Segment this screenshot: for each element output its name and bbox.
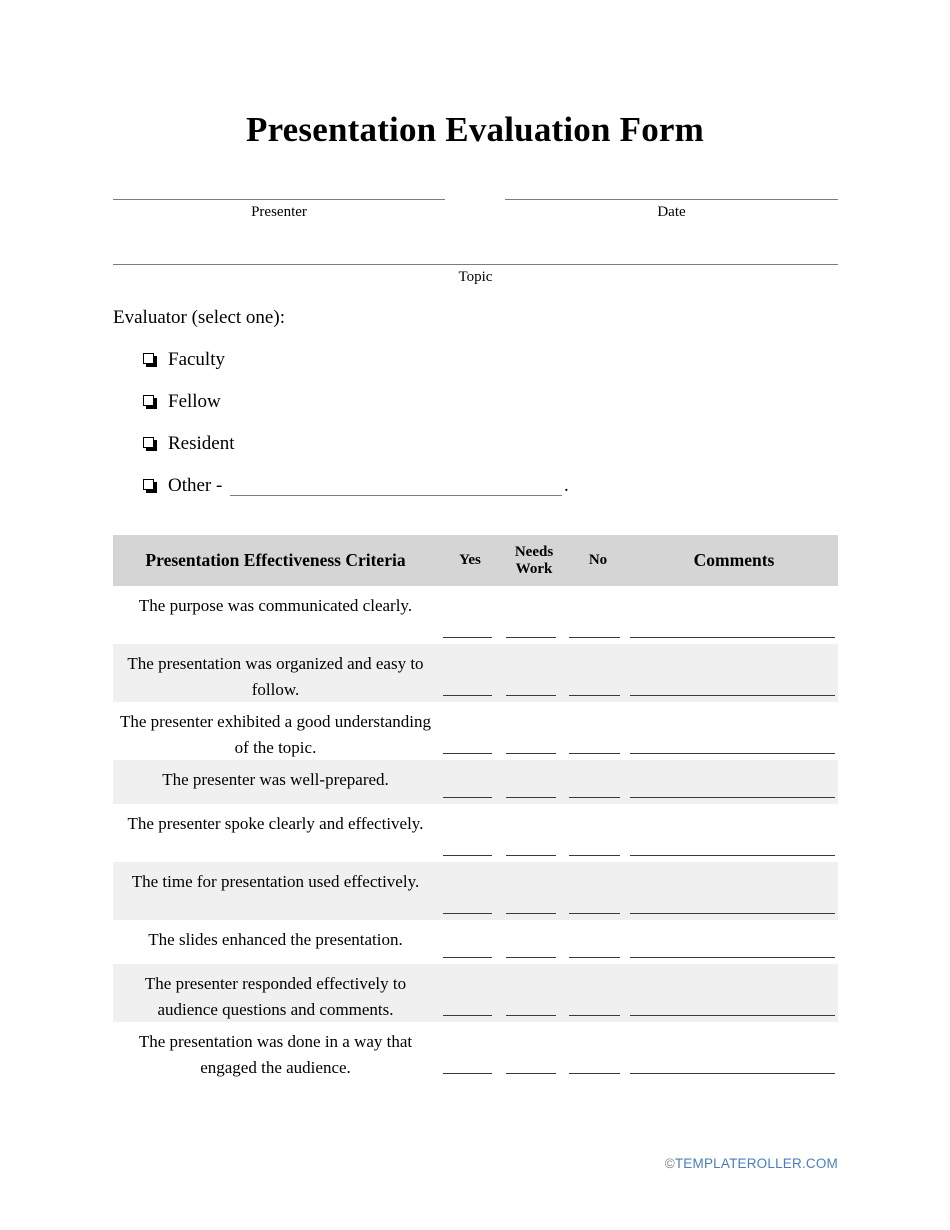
column-header-needs-work: Needs Work (514, 544, 554, 577)
yes-blank[interactable] (443, 913, 492, 914)
brand-link[interactable]: TEMPLATEROLLER.COM (674, 1156, 838, 1171)
checkbox-shadow-icon[interactable] (143, 353, 156, 366)
row-answer-blanks (438, 1072, 838, 1074)
no-blank[interactable] (569, 637, 620, 638)
yes-blank[interactable] (443, 797, 492, 798)
column-header-comments: Comments (693, 550, 775, 571)
page-title: Presentation Evaluation Form (246, 110, 704, 149)
comments-blank[interactable] (630, 753, 835, 754)
table-row (113, 586, 838, 644)
no-blank[interactable] (569, 957, 620, 958)
criterion-text: The slides enhanced the presentation. (148, 930, 403, 949)
comments-blank[interactable] (630, 957, 835, 958)
criterion-text: The presenter was well-prepared. (162, 770, 389, 789)
table-row (113, 1022, 838, 1080)
table-row (113, 964, 838, 1022)
criterion-text: The purpose was communicated clearly. (138, 596, 413, 615)
checkbox-shadow-icon[interactable] (143, 479, 156, 492)
no-blank[interactable] (569, 855, 620, 856)
comments-blank[interactable] (630, 913, 835, 914)
needs-work-blank[interactable] (506, 637, 556, 638)
presenter-input[interactable] (113, 199, 445, 200)
criterion-text: The presenter exhibited a good understanding of the topic. (119, 712, 432, 757)
yes-blank[interactable] (443, 957, 492, 958)
table-row (113, 702, 838, 760)
no-blank[interactable] (569, 695, 620, 696)
comments-blank[interactable] (630, 1073, 835, 1074)
row-answer-blanks (438, 854, 838, 856)
no-blank[interactable] (569, 913, 620, 914)
table-row (113, 760, 838, 804)
needs-work-blank[interactable] (506, 855, 556, 856)
topic-label: Topic (458, 269, 493, 285)
yes-blank[interactable] (443, 753, 492, 754)
footer-watermark (0, 1156, 950, 1171)
criterion-text: The presentation was organized and easy to follow. (127, 654, 424, 699)
no-blank[interactable] (569, 1073, 620, 1074)
criterion-text: The presenter spoke clearly and effectively. (127, 814, 424, 833)
evaluator-option-fellow[interactable] (143, 391, 221, 413)
row-answer-blanks (438, 1014, 838, 1016)
copyright-icon: © (664, 1156, 675, 1171)
comments-blank[interactable] (630, 797, 835, 798)
criterion-text: The presenter responded effectively to audience questions and comments. (144, 974, 407, 1019)
evaluator-other-input[interactable] (230, 495, 562, 496)
criterion-text: The time for presentation used effectively. (131, 872, 420, 891)
table-row (113, 804, 838, 862)
no-blank[interactable] (569, 1015, 620, 1016)
criteria-table (113, 535, 838, 1080)
evaluator-heading: Evaluator (select one): (113, 307, 285, 328)
row-answer-blanks (438, 796, 838, 798)
needs-work-blank[interactable] (506, 1015, 556, 1016)
evaluator-option-label: Other - (168, 475, 223, 496)
yes-blank[interactable] (443, 1015, 492, 1016)
evaluator-option-label: Faculty (168, 349, 225, 370)
column-header-no: No (588, 552, 608, 569)
needs-work-blank[interactable] (506, 753, 556, 754)
table-header-row (113, 535, 838, 586)
evaluator-option-resident[interactable] (143, 433, 235, 455)
no-blank[interactable] (569, 797, 620, 798)
criterion-text: The presentation was done in a way that engaged the audience. (138, 1032, 413, 1077)
evaluator-option-other[interactable] (143, 475, 222, 497)
needs-work-blank[interactable] (506, 913, 556, 914)
column-header-yes: Yes (459, 552, 481, 569)
needs-work-blank[interactable] (506, 957, 556, 958)
comments-blank[interactable] (630, 855, 835, 856)
needs-work-blank[interactable] (506, 1073, 556, 1074)
date-label: Date (657, 204, 686, 220)
comments-blank[interactable] (630, 695, 835, 696)
checkbox-shadow-icon[interactable] (143, 437, 156, 450)
presenter-label: Presenter (251, 204, 307, 220)
yes-blank[interactable] (443, 637, 492, 638)
evaluator-option-label: Fellow (168, 391, 221, 412)
topic-input[interactable] (113, 264, 838, 265)
evaluator-option-faculty[interactable] (143, 349, 225, 371)
date-input[interactable] (505, 199, 838, 200)
yes-blank[interactable] (443, 855, 492, 856)
row-answer-blanks (438, 956, 838, 958)
comments-blank[interactable] (630, 637, 835, 638)
row-answer-blanks (438, 752, 838, 754)
column-header-criteria: Presentation Effectiveness Criteria (145, 550, 406, 571)
needs-work-blank[interactable] (506, 797, 556, 798)
table-row (113, 644, 838, 702)
row-answer-blanks (438, 694, 838, 696)
needs-work-blank[interactable] (506, 695, 556, 696)
table-row (113, 862, 838, 920)
yes-blank[interactable] (443, 1073, 492, 1074)
no-blank[interactable] (569, 753, 620, 754)
table-row (113, 920, 838, 964)
evaluator-other-punctuation: . (564, 475, 569, 496)
row-answer-blanks (438, 636, 838, 638)
evaluator-option-label: Resident (168, 433, 235, 454)
row-answer-blanks (438, 912, 838, 914)
comments-blank[interactable] (630, 1015, 835, 1016)
yes-blank[interactable] (443, 695, 492, 696)
checkbox-shadow-icon[interactable] (143, 395, 156, 408)
